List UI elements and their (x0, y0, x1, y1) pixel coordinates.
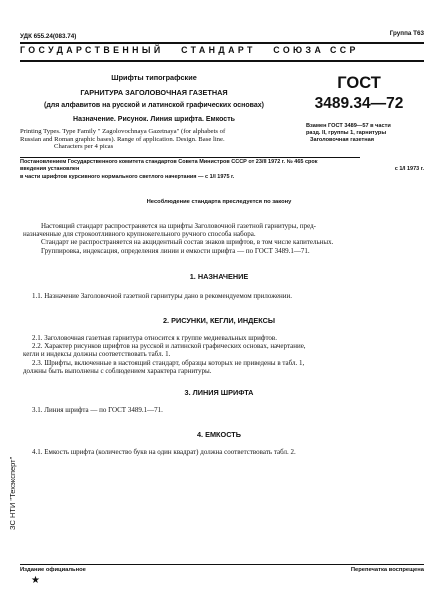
section-3-line-1: 3.1. Линия шрифта — по ГОСТ 3489.1—71. (32, 406, 163, 414)
english-title-line-3: Characters per 4 picas (54, 143, 114, 151)
title-line-3: (для алфавитов на русской и латинской графических основах) (44, 102, 264, 109)
decree-date: с 1/I 1973 г. (394, 166, 424, 173)
title-line-1: Шрифты типографские (111, 73, 197, 82)
section-2-title: 2. РИСУНКИ, КЕГЛИ, ИНДЕКСЫ (162, 316, 275, 325)
gost-label: ГОСТ (337, 74, 381, 92)
replacement-line-1: Взамен ГОСТ 3489—57 в части (306, 123, 391, 129)
section-2-line-2: 2.2. Характер рисунков шрифтов на русской и латинской графических основах, начертание, (32, 342, 306, 351)
intro-p1b: назначенные для строкоотливного крупнокегельного ручного способа набора. (23, 230, 256, 239)
noncompliance-notice: Несоблюдение стандарта преследуется по закону (146, 199, 292, 205)
decree-line-1: Постановлением Государственного комитета стандартов Совета Министров СССР от 23/II 1972 г. № 465 срок (20, 159, 318, 165)
footer-official-edition: Издание официальное (20, 567, 86, 573)
english-title-line-1: Printing Types. Type Family " Zagolovochnaya Gazetnaya" (for alphabets of (20, 128, 226, 135)
top-rule (20, 42, 424, 44)
banner-rule (20, 60, 424, 62)
replacement-note (306, 123, 426, 145)
decree-line-2: введения установлен (20, 166, 80, 173)
footer-rule (20, 564, 424, 565)
replacement-line-3: Заголовочная газетная (310, 137, 374, 144)
section-4-body (23, 448, 415, 456)
section-4-line-1: 4.1. Емкость шрифта (количество букв на один квадрат) должна соответствовать табл. 2. (32, 448, 296, 456)
title-line-4: Назначение. Рисунок. Линия шрифта. Емкость (73, 116, 235, 123)
english-title-line-2: Russian and Roman graphic bases). Range of application. Design. Base line. (20, 135, 225, 143)
side-stamp: ЗС НТИ "Техэксперт" (8, 456, 17, 530)
intro-p2: Стандарт не распространяется на акцидентный состав знаков шрифтов, в том числе капительных. (41, 238, 334, 247)
section-2-line-5: должны быть выполнены с соблюдением характера гарнитуры. (23, 366, 212, 375)
section-1-title: 1. НАЗНАЧЕНИЕ (189, 272, 249, 281)
decree-line-2-row (20, 166, 424, 173)
intro-p1a: Настоящий стандарт распространяется на шрифты Заголовочной газетной гарнитуры, пред- (41, 222, 317, 230)
section-3-body (23, 406, 415, 414)
section-2-line-4: 2.3. Шрифты, включенные в настоящий стандарт, образцы которых не приведены в табл. 1, (32, 358, 305, 367)
section-4-title: 4. ЕМКОСТЬ (197, 430, 241, 439)
footer-reprint-prohibited: Перепечатка воспрещена (350, 567, 424, 573)
star-icon: ★ (31, 575, 40, 586)
section-3-title: 3. ЛИНИЯ ШРИФТА (184, 388, 254, 397)
intro-p3: Группировка, индексация, определения линии и емкости шрифта — по ГОСТ 3489.1—71. (41, 246, 310, 255)
gost-number: 3489.34—72 (314, 95, 404, 112)
section-2-line-1: 2.1. Заголовочная газетная гарнитура относится к группе медиевальных шрифтов. (32, 334, 277, 342)
english-title (20, 128, 295, 151)
section-2-line-3: кегли и индексы должны соответствовать табл. 1. (23, 350, 171, 359)
intro-text (23, 222, 415, 255)
decree-line-3: в части шрифтов курсивного нормального светлого начертания — с 1/I 1975 г. (20, 173, 235, 180)
section-1-line-1: 1.1. Назначение Заголовочной газетной гарнитуры дано в рекомендуемом приложении. (32, 292, 293, 300)
state-standard-banner: ГОСУДАРСТВЕННЫЙ СТАНДАРТ СОЮЗА ССР (20, 45, 359, 55)
decree-block (20, 159, 424, 181)
replacement-line-2: разд. II, группы 1, гарнитуры (306, 130, 387, 137)
section-1-body (23, 292, 415, 300)
decree-rule (20, 157, 360, 158)
title-line-2: ГАРНИТУРА ЗАГОЛОВОЧНАЯ ГАЗЕТНАЯ (80, 88, 228, 97)
group-code: Группа Т63 (389, 30, 424, 37)
udc-code: УДК 655.24(083.74) (20, 33, 77, 40)
section-2-body (23, 334, 415, 375)
